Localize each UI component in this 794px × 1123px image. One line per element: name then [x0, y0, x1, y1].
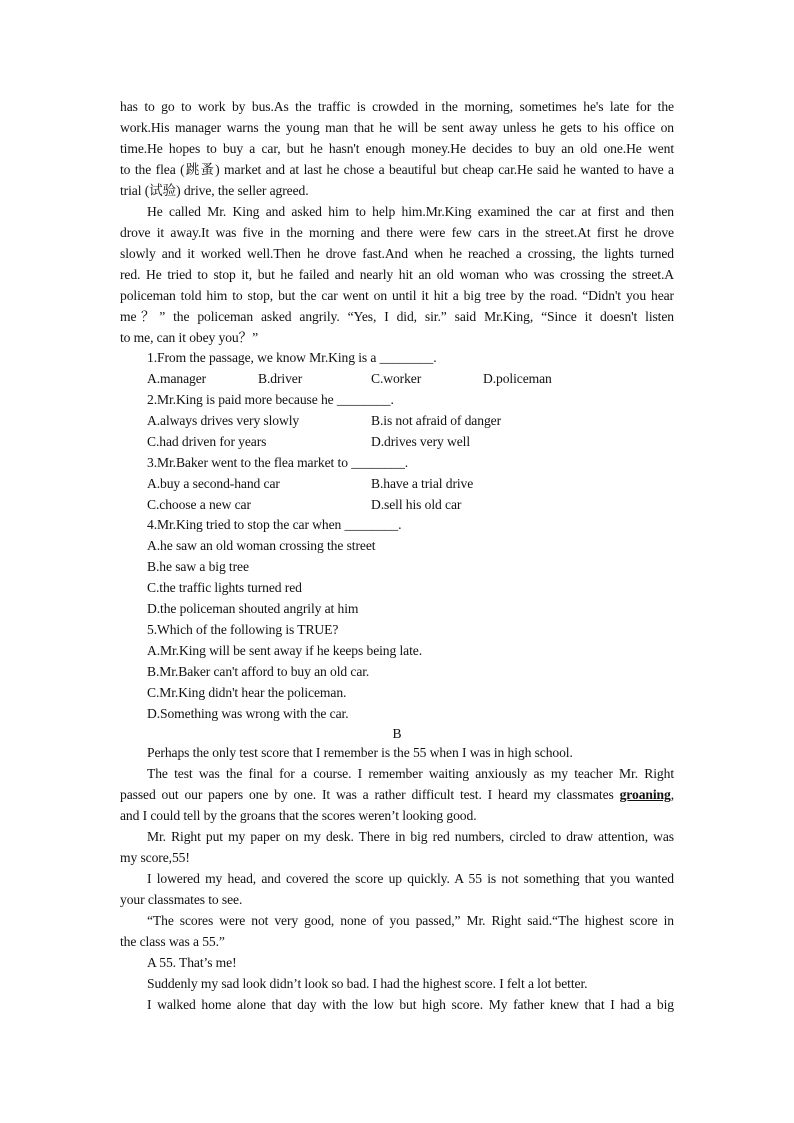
- passage-a-paragraph-2: [120, 201, 674, 348]
- question-3-options-row-2: [147, 494, 647, 515]
- option-c: C.choose a new car: [147, 497, 251, 512]
- option-c: C.the traffic lights turned red: [147, 580, 302, 595]
- question-stem: 4.Mr.King tried to stop the car when ________.: [147, 517, 402, 532]
- text-line: “The scores were not very good, none of you passed,” Mr. Right said.“The highest score in: [147, 913, 674, 928]
- text-line: I lowered my head, and covered the score up quickly. A 55 is not something that you wanted: [147, 871, 674, 886]
- text-line: I walked home alone that day with the low but high score. My father knew that I had a big: [147, 997, 674, 1012]
- question-2-options-row-1: [147, 410, 647, 431]
- option-c: C.Mr.King didn't hear the policeman.: [147, 685, 347, 700]
- option-a: A.Mr.King will be sent away if he keeps being late.: [147, 643, 423, 658]
- question-stem: 5.Which of the following is TRUE?: [147, 622, 339, 637]
- question-1: [147, 347, 437, 368]
- option-b: B.Mr.Baker can't afford to buy an old car.: [147, 664, 370, 679]
- question-stem: 3.Mr.Baker went to the flea market to ________.: [147, 455, 409, 470]
- text-line: trial (试验) drive, the seller agreed.: [120, 183, 309, 198]
- text-line: to the flea (跳蚤) market and at last he chose a beautiful but cheap car.He said he wanted to have a: [120, 162, 674, 177]
- text-line: The test was the final for a course. I remember waiting anxiously as my teacher Mr. Right: [147, 766, 674, 781]
- text-line: to me, can it obey you？”: [120, 330, 259, 345]
- option-d: D.drives very well: [371, 434, 470, 449]
- option-a: A.manager: [147, 371, 207, 386]
- option-d: D.sell his old car: [371, 497, 462, 512]
- text-line: your classmates to see.: [120, 892, 243, 907]
- text-line: A 55. That’s me!: [147, 955, 237, 970]
- text-line: work.His manager warns the young man that he will be sent away unless he gets to his office on: [120, 120, 674, 135]
- text-line: Perhaps the only test score that I remember is the 55 when I was in high school.: [147, 745, 573, 760]
- text-fragment: ,: [670, 787, 674, 802]
- keyword-groaning: groaning: [619, 787, 671, 802]
- text-line: slowly and it worked well.Then he drove fast.And when he reached a crossing, the lights turned: [120, 246, 674, 261]
- option-b: B.is not afraid of danger: [371, 413, 501, 428]
- option-a: A.buy a second-hand car: [147, 476, 280, 491]
- text-line: Mr. Right put my paper on my desk. There in big red numbers, circled to draw attention, was: [147, 829, 674, 844]
- option-d: D.the policeman shouted angrily at him: [147, 601, 359, 616]
- question-stem: 1.From the passage, we know Mr.King is a ________.: [147, 350, 437, 365]
- text-line: time.He hopes to buy a car, but he hasn't enough money.He decides to buy an old one.He went: [120, 141, 674, 156]
- passage-a-paragraph-1: [120, 96, 674, 201]
- text-line: my score,55!: [120, 850, 190, 865]
- question-2: [147, 389, 394, 410]
- question-3-options-row-1: [147, 473, 647, 494]
- option-a: A.always drives very slowly: [147, 413, 300, 428]
- text-line-with-keyword: [120, 784, 674, 805]
- text-line: me？” the policeman asked angrily. “Yes, I did, sir.” said Mr.King, “Since it doesn't listen: [120, 309, 674, 324]
- option-b: B.driver: [258, 371, 303, 386]
- text-line: the class was a 55.”: [120, 934, 225, 949]
- option-d: D.policeman: [483, 371, 552, 386]
- question-4: [147, 514, 401, 619]
- question-5: [147, 619, 422, 724]
- option-b: B.have a trial drive: [371, 476, 474, 491]
- question-3: [147, 452, 408, 473]
- text-line: He called Mr. King and asked him to help him.Mr.King examined the car at first and then: [147, 204, 674, 219]
- option-a: A.he saw an old woman crossing the street: [147, 538, 376, 553]
- section-heading: [0, 723, 794, 744]
- text-fragment: passed out our papers one by one. It was a rather difficult test. I heard my classmates: [120, 787, 620, 802]
- text-line: drove it away.It was five in the morning and there were few cars in the street.At first he drove: [120, 225, 674, 240]
- text-line: red. He tried to stop it, but he failed and nearly hit an old woman who was crossing the street.A: [120, 267, 674, 282]
- text-line: and I could tell by the groans that the scores weren’t looking good.: [120, 808, 477, 823]
- option-d: D.Something was wrong with the car.: [147, 706, 349, 721]
- question-1-options: [147, 368, 647, 389]
- option-c: C.worker: [371, 371, 422, 386]
- question-stem: 2.Mr.King is paid more because he ________.: [147, 392, 394, 407]
- section-b-heading: B: [392, 726, 402, 741]
- option-c: C.had driven for years: [147, 434, 267, 449]
- text-line: has to go to work by bus.As the traffic is crowded in the morning, sometimes he's late for the: [120, 99, 674, 114]
- passage-b: [120, 742, 674, 1015]
- text-line: policeman told him to stop, but the car went on until it hit a big tree by the road. “Didn't you hear: [120, 288, 674, 303]
- question-2-options-row-2: [147, 431, 647, 452]
- option-b: B.he saw a big tree: [147, 559, 249, 574]
- text-line: Suddenly my sad look didn’t look so bad. I had the highest score. I felt a lot better.: [147, 976, 588, 991]
